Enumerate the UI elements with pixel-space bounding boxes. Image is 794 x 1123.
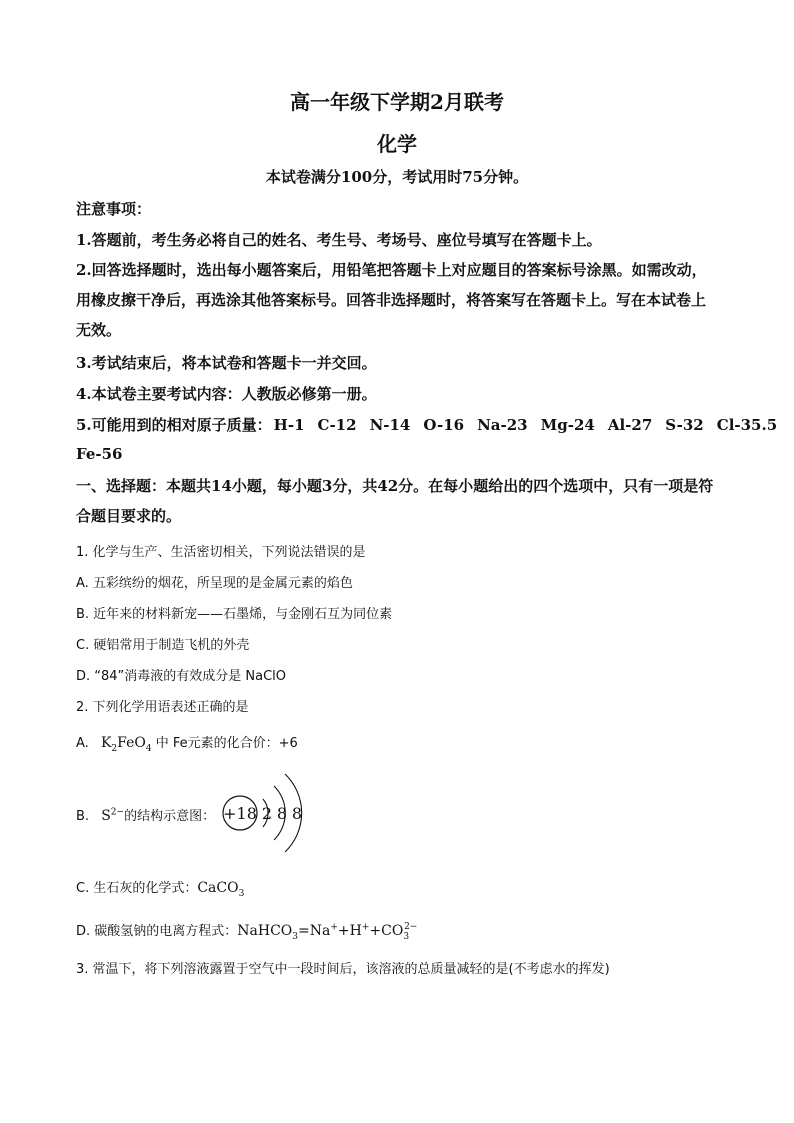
question-3-stem: 3. 常温下，将下列溶液露置于空气中一段时间后，该溶液的总质量减轻的是(不考虑水的挥发) [76,962,610,977]
atomic-mass: H-1 [273,416,305,434]
exam-info: 本试卷满分100分，考试用时75分钟。 [265,168,529,186]
atomic-mass: Cl-35.5 [716,416,778,434]
subject-title: 化学 [377,132,417,156]
atomic-mass: O-16 [423,416,465,434]
question-1-option-c: C. 硬铝常用于制造飞机的外壳 [76,638,250,653]
option-letter: B. [76,809,90,824]
atomic-mass: Fe-56 [76,445,123,463]
question-1-option-b: B. 近年来的材料新宠——石墨烯，与金刚石互为同位素 [76,607,393,622]
option-text: 的结构示意图： [124,809,216,824]
question-2-option-a [76,732,298,754]
atomic-mass: S-32 [665,416,704,434]
question-2-option-b [76,805,215,824]
exam-title: 高一年级下学期2月联考 [290,90,504,114]
ionization-equation: $NaHCO_3=Na^++H^++CO_3^{2-}$ [237,922,418,942]
caco3-formula: CaCO$_3$ [197,880,245,899]
atomic-mass: Al-27 [607,416,653,434]
question-1-stem: 1. 化学与生产、生活密切相关，下列说法错误的是 [76,545,366,560]
shell-electron-count: 8 [276,804,288,823]
nucleus-charge: +18 [223,804,257,823]
atomic-mass: Mg-24 [540,416,595,434]
shell-electron-count: 8 [291,804,303,823]
option-text: C. 生石灰的化学式： [76,881,198,896]
atomic-mass: N-14 [369,416,411,434]
note-item-2: 2.回答选择题时，选出每小题答案后，用铅笔把答题卡上对应题目的答案标号涂黑。如需改动，用橡皮擦干净后，再选涂其他答案标号。回答非选择题时，将答案写在答题卡上。写在本试卷上无效。 [76,261,707,339]
note-item-4: 4.本试卷主要考试内容：人教版必修第一册。 [76,385,377,403]
question-1-option-a: A. 五彩缤纷的烟花，所呈现的是金属元素的焰色 [76,576,353,591]
sulfide-ion: $S^{2-}$ [101,807,125,824]
question-2-option-d [76,920,417,942]
atomic-masses-label: 5.可能用到的相对原子质量： [76,416,272,434]
notes-heading: 注意事项： [76,200,152,218]
question-2-stem: 2. 下列化学用语表述正确的是 [76,700,249,715]
atomic-mass: C-12 [317,416,357,434]
atomic-mass: Na-23 [477,416,528,434]
option-text: 中 Fe元素的化合价：+6 [155,736,298,751]
k2feo4-formula: $K_2FeO_4$ [100,735,152,754]
atomic-structure-diagram [219,770,319,860]
shell-electron-count: 2 [261,804,273,823]
question-2-option-c [76,877,244,899]
option-letter: A. [76,736,89,751]
note-item-3: 3.考试结束后，将本试卷和答题卡一并交回。 [76,354,377,372]
atomic-masses-line [76,414,777,435]
section-heading: 一、选择题：本题共14小题，每小题3分，共42分。在每小题给出的四个选项中，只有一项是符合题目要求的。 [76,477,714,525]
note-item-1: 1.答题前，考生务必将自己的姓名、考生号、考场号、座位号填写在答题卡上。 [76,231,602,249]
question-1-option-d: D. “84”消毒液的有效成分是 NaClO [76,669,287,684]
option-text: D. 碳酸氢钠的电离方程式： [76,924,238,939]
